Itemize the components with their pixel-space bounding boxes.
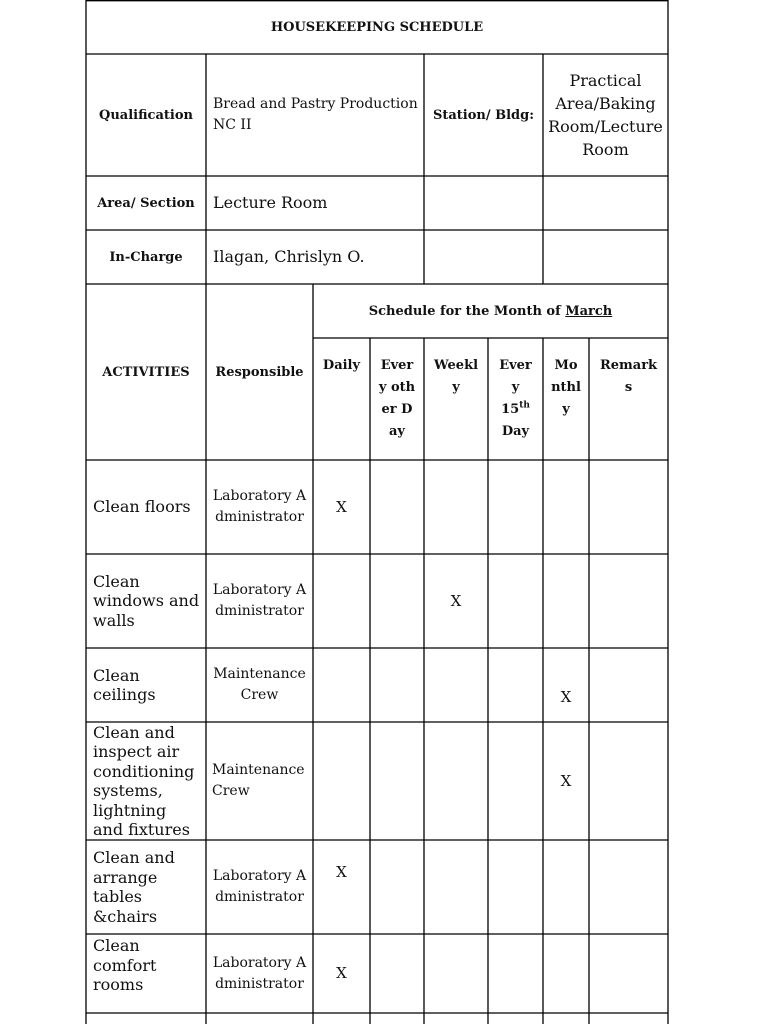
station-label: Station/ Bldg:	[432, 107, 535, 123]
responsible-cell: Laboratory Administrator	[212, 488, 307, 525]
area-value: Lecture Room	[213, 193, 328, 212]
schedule-mark: X	[336, 497, 347, 516]
responsible-cell: Laboratory Administrator	[212, 582, 307, 619]
responsible-cell: Laboratory Administrator	[212, 954, 307, 992]
schedule-mark: X	[560, 771, 572, 790]
schedule-mark: X	[450, 591, 462, 610]
activity-cell: Clean and arrange tables &chairs	[93, 848, 175, 926]
activity-cell: Clean ceilings	[93, 665, 156, 704]
schedule-prefix: Schedule for the Month of	[368, 303, 566, 319]
schedule-mark: X	[336, 964, 347, 982]
remarks-header: Remarks	[599, 358, 658, 395]
schedule-month-header	[313, 284, 668, 338]
monthly-header: Monthly	[551, 358, 581, 417]
incharge-value: Ilagan, Chrislyn O.	[213, 247, 365, 266]
responsible-cell: Maintenance Crew	[213, 666, 306, 703]
every-other-day-header: Every other Day	[378, 358, 416, 439]
schedule-month: March	[565, 303, 613, 319]
page-title: HOUSEKEEPING SCHEDULE	[270, 19, 484, 35]
area-label: Area/ Section	[97, 195, 195, 211]
incharge-label: In-Charge	[109, 249, 183, 265]
qualification-value: Bread and Pastry Production NC II	[213, 96, 418, 133]
activity-cell: Clean floors	[93, 497, 191, 517]
every-15th-line2	[501, 399, 530, 421]
every-15th-header	[488, 338, 543, 460]
every-15th-line1: Every	[499, 358, 532, 395]
activities-header: ACTIVITIES	[102, 364, 190, 380]
schedule-mark: X	[560, 687, 572, 706]
daily-header: Daily	[322, 358, 361, 373]
every-15th-number: 15	[501, 402, 520, 417]
activity-cell: Clean and inspect air conditioning systems, lightning and fixtures	[93, 722, 195, 839]
activity-cell: Clean windows and walls	[93, 571, 200, 630]
station-value: Practical Area/Baking Room/Lecture Room	[548, 71, 663, 159]
responsible-cell: Maintenance Crew	[212, 762, 305, 799]
responsible-header: Responsible	[215, 364, 304, 380]
responsible-cell: Laboratory Administrator	[212, 868, 307, 905]
every-15th-suffix: th	[519, 400, 530, 411]
activity-cell: Clean comfort rooms	[93, 936, 157, 994]
qualification-label: Qualification	[99, 107, 193, 123]
schedule-mark: X	[336, 862, 347, 881]
every-15th-line3: Day	[501, 424, 530, 439]
weekly-header: Weekly	[433, 358, 479, 395]
